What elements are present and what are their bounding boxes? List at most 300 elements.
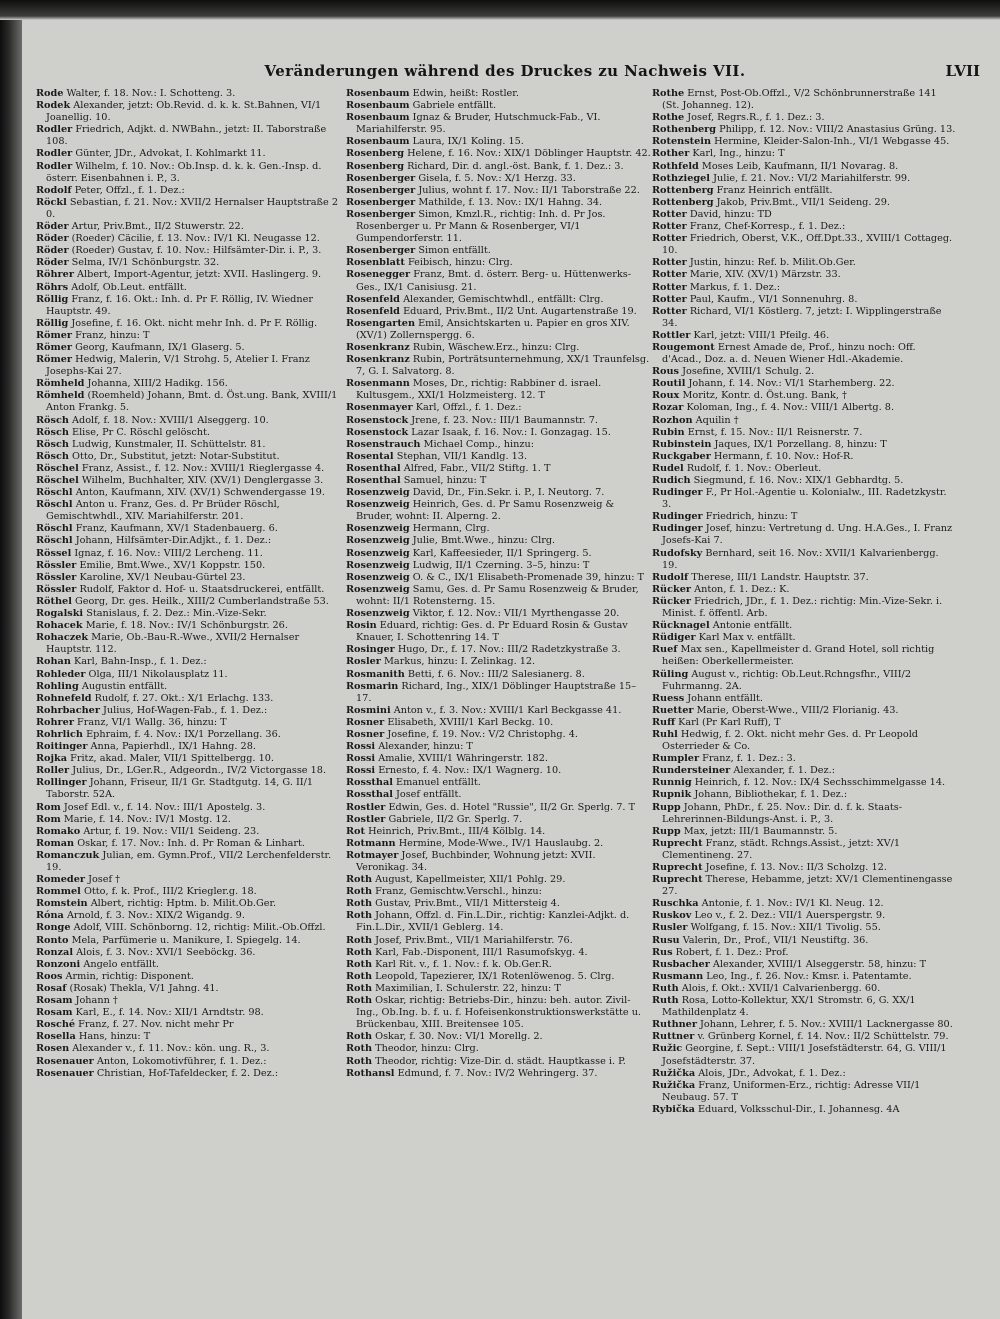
entry-surname: Roth — [346, 946, 373, 958]
entry-surname: Röschel — [36, 475, 79, 486]
directory-entry — [652, 378, 957, 390]
entry-surname: Rupp — [652, 801, 681, 813]
entry-details: Friedrich, hinzu: T — [705, 511, 798, 523]
directory-entry — [652, 451, 957, 463]
entry-details: Max sen., Kapellmeister d. Grand Hotel, soll richtig heißen: Oberkellermeister. — [662, 644, 935, 668]
page-header — [30, 62, 980, 84]
entry-surname: Römheld — [36, 378, 85, 390]
entry-details: Franz, Chef-Korresp., f. 1. Dez.: — [689, 221, 846, 233]
directory-entry — [346, 741, 651, 753]
directory-entry — [36, 983, 341, 995]
entry-details: Gabriele entfällt. — [412, 100, 497, 112]
directory-entry — [652, 197, 957, 209]
directory-entry — [36, 475, 341, 487]
entry-surname: Rom — [36, 813, 61, 825]
entry-surname: Rotter — [652, 257, 687, 269]
entry-details: Adolf, Ob.Leut. entfällt. — [71, 281, 187, 293]
entry-details: Antonie, f. 1. Nov.: IV/1 Kl. Neug. 12. — [701, 898, 884, 910]
entry-details: Alexander, Gemischtwhdl., entfällt: Clrg. — [403, 293, 604, 305]
entry-surname: Röhrs — [36, 281, 69, 293]
entry-details: Stanislaus, f. 2. Dez.: Min.-Vize-Sekr. — [86, 608, 267, 620]
directory-entry — [652, 282, 957, 294]
entry-details: Franz, Gemischtw.Verschl., hinzu: — [375, 886, 542, 898]
entry-surname: Rosenberger — [346, 208, 416, 220]
entry-surname: Rosenstock — [346, 414, 409, 426]
directory-entry — [652, 802, 957, 826]
directory-entry — [346, 415, 651, 427]
directory-entry — [36, 874, 341, 886]
entry-details: Franz, Kaufmann, XV/1 Stadenbauerg. 6. — [75, 523, 278, 535]
book-spine-shadow — [0, 0, 22, 1319]
entry-surname: Rojka — [36, 753, 68, 765]
directory-entry — [36, 705, 341, 717]
directory-entry — [652, 475, 957, 487]
directory-entry — [346, 838, 651, 850]
entry-surname: Rodler — [36, 160, 73, 172]
entry-surname: Romstein — [36, 898, 88, 910]
entry-details: Johann, f. 14. Nov.: VI/1 Starhemberg. 22. — [688, 378, 895, 390]
entry-details: Hugo, Dr., f. 17. Nov.: III/2 Radetzkystraße 3. — [397, 644, 621, 656]
entry-surname: Rozhon — [652, 414, 693, 426]
entry-details: Therese, III/1 Landstr. Hauptstr. 37. — [691, 571, 869, 583]
entry-surname: Ruprecht — [652, 874, 703, 886]
directory-entry — [652, 415, 957, 427]
entry-details: Georgine, f. Sept.: VIII/1 Josefstädterstr. 64, G. VIII/1 Josefstädterstr. 37. — [662, 1043, 947, 1067]
directory-entry — [652, 765, 957, 777]
entry-surname: Rotmann — [346, 837, 396, 849]
entry-details: Rudolf, Faktor d. Hof- u. Staatsdruckerei, entfällt. — [79, 583, 325, 595]
entry-surname: Rosenfeld — [346, 305, 400, 317]
entry-details: Elise, Pr C. Röschl gelöscht. — [72, 426, 211, 438]
entry-surname: Rohan — [36, 656, 71, 668]
directory-entry — [346, 136, 651, 148]
directory-entry — [36, 88, 341, 100]
entry-details: Amalie, XVIII/1 Währingerstr. 182. — [378, 753, 548, 765]
entry-surname: Rosenthal — [346, 475, 401, 486]
entry-details: Franz, VI/1 Wallg. 36, hinzu: T — [77, 716, 227, 728]
directory-column-3 — [652, 88, 957, 1313]
directory-column-2 — [346, 88, 651, 1313]
directory-entry — [36, 535, 341, 547]
entry-surname: Rosmarin — [346, 680, 399, 692]
entry-details: F., Pr Hol.-Agentie u. Kolonialw., III. Radetzkystr. 3. — [662, 487, 947, 511]
entry-details: Ignaz & Bruder, Hutschmuck-Fab., VI. Mariahilferstr. 95. — [356, 112, 601, 136]
directory-entry — [346, 789, 651, 801]
entry-surname: Rüling — [652, 668, 689, 680]
directory-entry — [346, 148, 651, 160]
entry-surname: Rosenbaum — [346, 136, 410, 148]
entry-surname: Routil — [652, 378, 686, 390]
entry-details: Josefine, f. 13. Nov.: II/3 Scholzg. 12. — [705, 862, 887, 873]
entry-details: Moses, Dr., richtig: Rabbiner d. israel. Kultusgem., XXI/1 Holzmeisterg. 12. T — [356, 378, 602, 402]
directory-entry — [652, 390, 957, 402]
entry-details: David, Dr., Fin.Sekr. i. P., I. Neutorg. 7. — [412, 487, 605, 499]
entry-details: Johann, Lehrer, f. 5. Nov.: XVIII/1 Lacknergasse 80. — [700, 1019, 953, 1031]
directory-entry — [652, 463, 957, 475]
directory-entry — [36, 681, 341, 693]
directory-entry — [346, 269, 651, 293]
directory-entry — [36, 947, 341, 959]
directory-entry — [36, 548, 341, 560]
entry-details: Alexander, jetzt: Ob.Revid. d. k. k. St.Bahnen, VI/1 Joanellig. 10. — [46, 100, 322, 124]
entry-details: Mathilde, f. 13. Nov.: IX/1 Hahng. 34. — [418, 196, 603, 208]
entry-details: Georg, Dr. ges. Heilk., XIII/2 Cumberlandstraße 53. — [74, 595, 329, 607]
directory-entry — [346, 910, 651, 934]
entry-details: Franz, hinzu: T — [75, 329, 150, 341]
directory-entry — [36, 233, 341, 245]
entry-details: Elisabeth, XVIII/1 Karl Beckg. 10. — [387, 716, 554, 728]
directory-entry — [652, 439, 957, 451]
entry-surname: Ronzoni — [36, 958, 81, 970]
directory-entry — [652, 693, 957, 705]
entry-surname: Rothansl — [346, 1067, 395, 1079]
directory-entry — [36, 935, 341, 947]
directory-entry — [346, 814, 651, 826]
entry-surname: Rössler — [36, 559, 77, 571]
entry-surname: Röder — [36, 221, 69, 233]
entry-surname: Romeder — [36, 874, 85, 886]
entry-details: Rubin, Porträtsunternehmung, XX/1 Traunfelsg. 7, G. I. Salvatorg. 8. — [356, 354, 650, 378]
entry-surname: Rücker — [652, 595, 691, 607]
entry-details: Johanna, XIII/2 Hadikg. 156. — [87, 378, 228, 390]
entry-surname: Röschl — [36, 487, 73, 499]
entry-details: Ludwig, Kunstmaler, II. Schüttelstr. 81. — [72, 438, 266, 450]
entry-surname: Rusu — [652, 934, 680, 946]
directory-entry — [36, 838, 341, 850]
entry-surname: Rosam — [36, 1007, 73, 1019]
directory-entry — [36, 245, 341, 257]
entry-surname: Rosmanith — [346, 668, 405, 680]
entry-surname: Röllig — [36, 317, 69, 329]
directory-entry — [346, 535, 651, 547]
entry-surname: Rosenzweig — [346, 535, 410, 547]
entry-details: Richard, Dir. d. angl.-öst. Bank, f. 1. Dez.: 3. — [407, 160, 624, 172]
entry-details: Karl, E., f. 14. Nov.: XII/1 Arndtstr. 98. — [75, 1007, 264, 1019]
directory-entry — [36, 669, 341, 681]
directory-entry — [36, 318, 341, 330]
entry-surname: Rosaf — [36, 982, 67, 994]
entry-details: Ignaz, f. 16. Nov.: VIII/2 Lercheng. 11. — [74, 547, 263, 559]
entry-surname: Röllig — [36, 293, 69, 305]
entry-details: Emil, Ansichtskarten u. Papier en gros XIV. (XV/1) Zollernspergg. 6. — [356, 317, 630, 341]
entry-surname: Rosenkranz — [346, 341, 410, 353]
entry-details: Alexander, f. 1. Dez.: — [733, 765, 835, 777]
entry-details: Alois, f. 3. Nov.: XVI/1 Seeböckg. 36. — [76, 946, 256, 958]
entry-surname: Rothziegel — [652, 172, 710, 184]
directory-entry — [652, 1080, 957, 1104]
entry-details: Marie, Oberst-Wwe., VIII/2 Florianig. 43. — [696, 704, 899, 716]
entry-details: Franz Heinrich entfällt. — [716, 184, 833, 196]
entry-details: Karl, Offzl., f. 1. Dez.: — [415, 402, 522, 414]
entry-details: Anton, f. 1. Dez.: K. — [694, 583, 790, 595]
entry-surname: Rössler — [36, 583, 77, 595]
entry-details: O. & C., IX/1 Elisabeth-Promenade 39, hinzu: T — [412, 571, 644, 583]
directory-entry — [346, 451, 651, 463]
directory-entry — [346, 523, 651, 535]
directory-entry — [652, 402, 957, 414]
directory-entry — [36, 850, 341, 874]
entry-surname: Rösch — [36, 414, 69, 426]
entry-surname: Rossi — [346, 741, 376, 753]
entry-details: Karl, Ing., hinzu: T — [692, 148, 785, 160]
entry-surname: Röschel — [36, 462, 79, 474]
entry-details: Julius, Hof-Wagen-Fab., f. 1. Dez.: — [103, 704, 268, 716]
directory-entry — [36, 584, 341, 596]
entry-surname: Röder — [36, 233, 69, 245]
entry-details: (Roemheld) Johann, Bmt. d. Öst.ung. Bank, XVIII/1 Anton Frankg. 5. — [46, 390, 338, 414]
entry-details: Karl, Fab.-Disponent, III/1 Rasumofskyg. 4. — [375, 946, 588, 958]
entry-surname: Rotter — [652, 305, 687, 317]
entry-surname: Rosenstrauch — [346, 438, 421, 450]
directory-entry — [36, 765, 341, 777]
entry-details: Eduard, Volksschul-Dir., I. Johannesg. 4A — [697, 1103, 900, 1115]
entry-details: Rubin, Wäschew.Erz., hinzu: Clrg. — [412, 341, 580, 353]
entry-details: Edwin, heißt: Rostler. — [412, 88, 519, 99]
entry-surname: Rohrbacher — [36, 704, 100, 716]
directory-entry — [346, 717, 651, 729]
directory-entry — [652, 1043, 957, 1067]
entry-details: Hedwig, Malerin, V/1 Strohg. 5, Atelier I. Franz Josephs-Kai 27. — [46, 354, 310, 378]
entry-surname: Roth — [346, 982, 373, 994]
entry-surname: Rosmini — [346, 704, 391, 716]
entry-details: David, hinzu: TD — [689, 208, 772, 220]
directory-entry — [36, 620, 341, 632]
entry-surname: Roth — [346, 874, 373, 886]
entry-surname: Rosenblatt — [346, 257, 405, 269]
entry-surname: Röthel — [36, 595, 72, 607]
directory-entry — [652, 257, 957, 269]
entry-surname: Rosenzweig — [346, 547, 410, 559]
entry-details: Rudolf, f. 27. Okt.: X/1 Erlachg. 133. — [94, 692, 274, 704]
directory-entry — [36, 753, 341, 765]
entry-surname: Rothe — [652, 112, 685, 124]
directory-entry — [652, 959, 957, 971]
top-edge-shadow — [0, 0, 1000, 20]
entry-surname: Rodolf — [36, 184, 72, 196]
entry-details: Laura, IX/1 Koling. 15. — [412, 136, 524, 148]
entry-surname: Rosella — [36, 1031, 76, 1043]
directory-entry — [346, 584, 651, 608]
entry-surname: Rösch — [36, 426, 69, 438]
entry-surname: Roth — [346, 898, 373, 910]
directory-entry — [652, 862, 957, 874]
entry-surname: Rosenzweig — [346, 608, 410, 620]
entry-details: Johann, PhDr., f. 25. Nov.: Dir. d. f. k. Staats-Lehrerinnen-Bildungs-Anst. i. P., 3. — [662, 801, 902, 825]
entry-details: v. Grünberg Kornel, f. 14. Nov.: II/2 Schüttelstr. 79. — [697, 1031, 949, 1043]
directory-entry — [36, 1068, 341, 1080]
directory-entry — [652, 173, 957, 185]
entry-details: Friedrich, JDr., f. 1. Dez.: richtig: Min.-Vize-Sekr. i. Minist. f. öffentl. Arb. — [662, 595, 943, 620]
entry-surname: Röder — [36, 245, 69, 257]
entry-details: Arnold, f. 3. Nov.: XIX/2 Wigandg. 9. — [66, 910, 245, 922]
entry-details: Christian, Hof-Tafeldecker, f. 2. Dez.: — [96, 1067, 279, 1079]
directory-entry — [346, 826, 651, 838]
entry-surname: Römer — [36, 329, 73, 341]
entry-surname: Ruskov — [652, 910, 692, 922]
entry-details: Josef, Regrs.R., f. 1. Dez.: 3. — [687, 112, 825, 124]
directory-entry — [652, 644, 957, 668]
entry-details: Anna, Papierhdl., IX/1 Hahng. 28. — [90, 741, 256, 753]
directory-entry — [346, 294, 651, 306]
entry-surname: Rosenzweig — [346, 583, 410, 595]
directory-entry — [652, 427, 957, 439]
entry-surname: Rosenbaum — [346, 88, 410, 99]
directory-entry — [346, 1031, 651, 1043]
entry-details: Albert, richtig: Hptm. b. Milit.Ob.Ger. — [90, 898, 277, 910]
directory-entry — [36, 632, 341, 656]
entry-details: Stephan, VII/1 Kandlg. 13. — [396, 450, 528, 462]
directory-entry — [652, 548, 957, 572]
directory-entry — [652, 269, 957, 281]
directory-entry — [652, 753, 957, 765]
directory-entry — [346, 197, 651, 209]
entry-details: Hermine, Kleider-Salon-Inh., VI/1 Webgasse 45. — [714, 136, 950, 148]
entry-surname: Rundersteiner — [652, 765, 731, 777]
entry-surname: Rosental — [346, 450, 394, 462]
directory-entry — [652, 705, 957, 717]
entry-details: Augustin entfällt. — [81, 680, 168, 692]
entry-details: Franz, Assist., f. 12. Nov.: XVIII/1 Rieglergasse 4. — [81, 462, 325, 474]
entry-surname: Rosenzweig — [346, 571, 410, 583]
directory-entry — [652, 366, 957, 378]
entry-surname: Ružička — [652, 1079, 696, 1091]
entry-surname: Róna — [36, 910, 64, 922]
directory-entry — [36, 802, 341, 814]
directory-entry — [652, 898, 957, 910]
entry-details: Samuel, hinzu: T — [403, 475, 487, 486]
directory-entry — [36, 1007, 341, 1019]
entry-details: Philipp, f. 12. Nov.: VIII/2 Anastasius Grüng. 13. — [719, 124, 956, 136]
entry-surname: Rubin — [652, 426, 685, 438]
entry-surname: Roth — [346, 910, 373, 922]
entry-details: Albert, Import-Agentur, jetzt: XVII. Haslingerg. 9. — [77, 269, 322, 281]
entry-details: Leopold, Tapezierer, IX/1 Rotenlöwenog. 5. Clrg. — [375, 970, 615, 982]
directory-entry — [346, 765, 651, 777]
directory-entry — [652, 148, 957, 160]
entry-surname: Rosen — [36, 1043, 70, 1055]
entry-surname: Romanczuk — [36, 849, 100, 861]
entry-details: Karl Max v. entfällt. — [698, 632, 796, 644]
directory-entry — [346, 886, 651, 898]
directory-entry — [652, 983, 957, 995]
entry-details: Karoline, XV/1 Neubau-Gürtel 23. — [79, 571, 246, 583]
entry-surname: Ronzal — [36, 946, 74, 958]
entry-surname: Rudolf — [652, 571, 689, 583]
directory-entry — [346, 354, 651, 378]
directory-entry — [36, 330, 341, 342]
entry-surname: Roth — [346, 1031, 373, 1043]
directory-entry — [652, 221, 957, 233]
entry-details: Richard, Ing., XIX/1 Döblinger Hauptstraße 15–17. — [356, 680, 637, 704]
entry-surname: Rudel — [652, 462, 684, 474]
entry-details: Gabriele, II/2 Gr. Sperlg. 7. — [388, 813, 523, 825]
directory-entry — [652, 306, 957, 330]
directory-entry — [652, 935, 957, 947]
directory-entry — [652, 874, 957, 898]
entry-surname: Rössler — [36, 571, 77, 583]
entry-surname: Ruprecht — [652, 862, 703, 873]
directory-entry — [36, 378, 341, 390]
directory-entry — [36, 693, 341, 705]
entry-details: Selma, IV/1 Schönburgstr. 32. — [71, 257, 220, 269]
entry-details: Mela, Parfümerie u. Manikure, I. Spiegelg. 14. — [71, 934, 301, 946]
entry-surname: Rotenstein — [652, 136, 712, 148]
entry-details: Anton, Lokomotivführer, f. 1. Dez.: — [96, 1055, 267, 1067]
entry-details: Theodor, hinzu: Clrg. — [375, 1043, 479, 1055]
entry-details: Alexander, XVIII/1 Alseggerstr. 58, hinzu: T — [712, 958, 927, 970]
directory-entry — [346, 935, 651, 947]
directory-entry — [36, 269, 341, 281]
directory-entry — [652, 209, 957, 221]
directory-entry — [36, 572, 341, 584]
entry-surname: Rougemont — [652, 341, 715, 353]
directory-entry — [346, 185, 651, 197]
entry-surname: Rohrlich — [36, 728, 83, 740]
directory-column-1 — [36, 88, 341, 1313]
entry-details: Emilie, Bmt.Wwe., XV/1 Koppstr. 150. — [79, 559, 266, 571]
entry-details: Alois, f. Okt.: XVII/1 Calvarienbergg. 60. — [681, 982, 881, 994]
entry-surname: Rotmayer — [346, 849, 399, 861]
entry-surname: Rothenberg — [652, 124, 717, 136]
entry-surname: Roth — [346, 970, 373, 982]
entry-surname: Rudinger — [652, 487, 703, 499]
entry-details: Josefine, XVIII/1 Schulg. 2. — [682, 366, 815, 378]
entry-surname: Roth — [346, 934, 373, 946]
entry-details: Artur, Priv.Bmt., II/2 Stuwerstr. 22. — [71, 221, 244, 233]
entry-surname: Rosché — [36, 1019, 76, 1031]
entry-surname: Roth — [346, 958, 373, 970]
entry-details: Josef, Buchbinder, Wohnung jetzt: XVII. Veronikag. 34. — [356, 849, 596, 873]
entry-surname: Rottenberg — [652, 184, 714, 196]
directory-entry — [346, 1068, 651, 1080]
entry-surname: Rommel — [36, 886, 81, 898]
directory-entry — [36, 415, 341, 427]
entry-details: Josef † — [88, 874, 120, 886]
entry-surname: Ruckgaber — [652, 450, 711, 462]
entry-details: Artur, f. 19. Nov.: VII/1 Seideng. 23. — [83, 825, 260, 837]
entry-surname: Ruschka — [652, 898, 699, 910]
entry-surname: Roux — [652, 390, 680, 402]
page-title: Veränderungen während des Druckes zu Nachweis VII. — [264, 62, 746, 80]
entry-details: Marie, f. 18. Nov.: IV/1 Schönburgstr. 26. — [85, 620, 288, 632]
directory-entry — [36, 257, 341, 269]
entry-details: Ernesto, f. 4. Nov.: IX/1 Wagnerg. 10. — [378, 765, 562, 777]
entry-details: Gisela, f. 5. Nov.: X/1 Herzg. 33. — [418, 172, 576, 184]
directory-entry — [36, 560, 341, 572]
entry-surname: Rusler — [652, 922, 688, 934]
entry-surname: Ruef — [652, 644, 678, 656]
entry-surname: Ruff — [652, 716, 676, 728]
directory-entry — [36, 197, 341, 221]
directory-entry — [36, 898, 341, 910]
directory-entry — [36, 608, 341, 620]
directory-entry — [346, 971, 651, 983]
directory-entry — [346, 705, 651, 717]
entry-details: Karl, Bahn-Insp., f. 1. Dez.: — [73, 656, 207, 668]
entry-details: August, Kapellmeister, XII/1 Pohlg. 29. — [375, 874, 566, 886]
entry-details: Leo, Ing., f. 26. Nov.: Kmsr. i. Patentamte. — [706, 970, 912, 982]
entry-details: Franz, f. 1. Dez.: 3. — [702, 753, 796, 765]
entry-surname: Rubinstein — [652, 438, 712, 450]
entry-surname: Rogalski — [36, 608, 84, 620]
directory-entry — [36, 282, 341, 294]
entry-details: Adolf, VIII. Schönborng. 12, richtig: Milit.-Ob.Offzl. — [73, 922, 326, 934]
entry-details: Franz, Uniformen-Erz., richtig: Adresse VII/1 Neubaug. 57. T — [662, 1079, 921, 1103]
entry-details: Markus, hinzu: I. Zelinkag. 12. — [384, 656, 536, 668]
entry-details: Marie, Ob.-Bau-R.-Wwe., XVII/2 Hernalser Hauptstr. 112. — [46, 632, 300, 656]
directory-entry — [346, 402, 651, 414]
entry-details: Georg, Kaufmann, IX/1 Glaserg. 5. — [75, 341, 245, 353]
